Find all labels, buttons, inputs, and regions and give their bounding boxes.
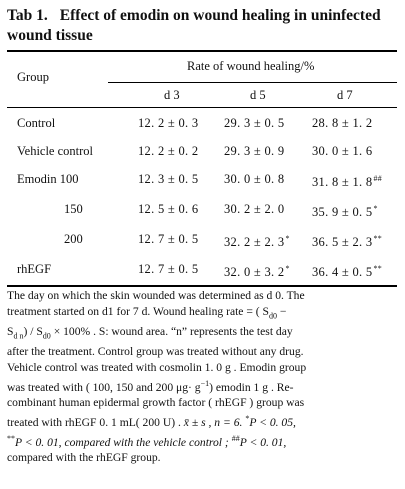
subscript: d0	[269, 311, 277, 321]
top-rule	[7, 50, 397, 52]
cell-value: 12. 5 ± 0. 6	[138, 202, 199, 216]
cell-value: 32. 2 ± 2. 3	[224, 235, 285, 249]
cell-value: 36. 5 ± 2. 3	[312, 235, 373, 249]
table-cell	[312, 143, 372, 159]
table-cell	[312, 171, 382, 190]
table-footnote	[7, 288, 399, 466]
note-line: compared with the rhEGF group.	[7, 451, 161, 465]
cell-value: 12. 2 ± 0. 2	[138, 144, 199, 158]
table-cell	[312, 201, 378, 220]
cell-value: 35. 9 ± 0. 5	[312, 205, 373, 219]
cell-value: 30. 2 ± 2. 0	[224, 202, 285, 216]
significance-mark: *	[285, 234, 290, 243]
note-line: Vehicle control was treated with cosmolin 1. 0 g . Emodin group	[7, 360, 307, 374]
cell-value: 31. 8 ± 1. 8	[312, 175, 373, 189]
row-group-label: 150	[64, 202, 83, 216]
cell-value: 36. 4 ± 0. 5	[312, 265, 373, 279]
note-line: P < 0. 05,	[249, 415, 296, 429]
table-cell	[224, 143, 284, 159]
note-stat: x̄ ± s , n = 6.	[183, 415, 243, 429]
note-line: × 100% . S: wound area. “n” represents the test day	[53, 324, 293, 338]
note-line: combinant human epidermal growth factor ( rhEGF ) group was	[7, 396, 305, 410]
subscript: d0	[42, 331, 51, 341]
table-cell	[138, 201, 198, 217]
minus-sign: −	[279, 304, 287, 318]
superscript: *	[245, 414, 250, 424]
significance-mark: *	[373, 204, 378, 213]
table-cell	[138, 261, 198, 277]
note-line: treatment started on d1 for 7 d. Wound healing rate = ( S	[7, 304, 269, 318]
row-group-label: rhEGF	[17, 262, 52, 276]
cell-value: 12. 2 ± 0. 3	[138, 116, 199, 130]
row-group-label: 200	[64, 232, 83, 246]
bottom-rule	[7, 285, 397, 287]
cell-value: 32. 0 ± 3. 2	[224, 265, 285, 279]
day-header-d5: d 5	[250, 88, 266, 102]
table-caption: Effect of emodin on wound healing in uninfected wound tissue	[7, 7, 381, 44]
note-line: treated with rhEGF 0. 1 mL( 200 U) .	[7, 415, 181, 429]
cell-value: 30. 0 ± 0. 8	[224, 172, 285, 186]
significance-mark: **	[373, 234, 383, 243]
table-title	[7, 6, 399, 46]
table-cell	[224, 261, 290, 280]
note-line: ) emodin 1 g . Re-	[209, 380, 294, 394]
note-line: P < 0. 01, compared with the vehicle control ;	[15, 435, 229, 449]
cell-value: 12. 3 ± 0. 5	[138, 172, 199, 186]
note-line: was treated with ( 100, 150 and 200 μg· g	[7, 380, 201, 394]
table-cell	[224, 115, 284, 131]
table-cell	[138, 231, 198, 247]
table-cell	[224, 201, 284, 217]
table-cell	[138, 143, 198, 159]
table-cell	[138, 171, 198, 187]
row-group-label: Vehicle control	[17, 144, 94, 158]
cell-value: 29. 3 ± 0. 9	[224, 144, 285, 158]
cell-value: 12. 7 ± 0. 5	[138, 232, 199, 246]
group-header: Group	[17, 70, 49, 84]
cell-value: 12. 7 ± 0. 5	[138, 262, 199, 276]
cell-value: 29. 3 ± 0. 5	[224, 116, 285, 130]
note-line: P < 0. 01,	[239, 435, 287, 449]
cell-value: 30. 0 ± 1. 6	[312, 144, 373, 158]
note-line: The day on which the skin wounded was determined as d 0. The	[7, 289, 305, 302]
row-group-label: Control	[17, 116, 56, 130]
table-cell	[224, 171, 284, 187]
day-header-d7: d 7	[337, 88, 353, 102]
table-number: Tab 1.	[7, 7, 48, 24]
table-cell	[312, 231, 382, 250]
superscript: −1	[200, 378, 210, 388]
header-subrule	[108, 82, 397, 83]
significance-mark: ##	[373, 174, 383, 183]
cell-value: 28. 8 ± 1. 2	[312, 116, 373, 130]
note-line: after the treatment. Control group was treated without any drug.	[7, 345, 304, 359]
significance-mark: *	[285, 264, 290, 273]
table-cell	[224, 231, 290, 250]
significance-mark: **	[373, 264, 383, 273]
table-cell	[312, 115, 372, 131]
header-rule	[7, 107, 397, 108]
day-header-d3: d 3	[164, 88, 180, 102]
note-line: S	[7, 324, 14, 338]
note-line: ) / S	[23, 324, 43, 338]
superscript: **	[7, 433, 15, 443]
table-cell	[138, 115, 198, 131]
subscript: d n	[13, 331, 24, 341]
table-cell	[312, 261, 382, 280]
rate-header: Rate of wound healing/%	[187, 59, 315, 73]
row-group-label: Emodin 100	[17, 172, 79, 186]
superscript: ##	[231, 433, 240, 443]
